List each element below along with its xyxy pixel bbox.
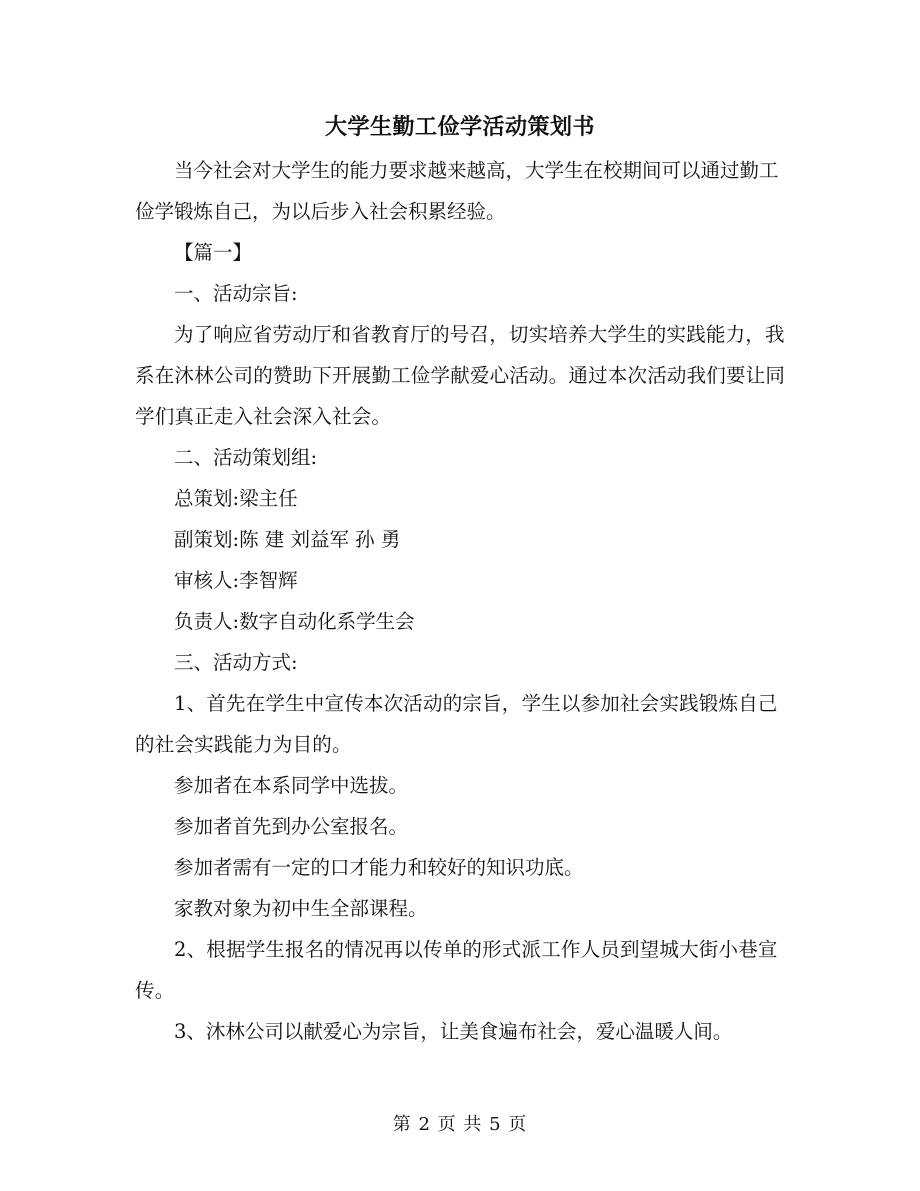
paragraph-method-2: 2、根据学生报名的情况再以传单的形式派工作人员到望城大街小巷宣传。 <box>135 938 778 1002</box>
document-title: 大学生勤工俭学活动策划书 <box>324 114 595 140</box>
heading-activity-method: 三、活动方式: <box>174 651 298 674</box>
section-label-pian-yi: 【篇一】 <box>174 241 253 264</box>
line-tutoring-target: 家教对象为初中生全部课程。 <box>174 897 428 920</box>
line-deputy-planners: 副策划:陈 建 刘益军 孙 勇 <box>174 528 401 551</box>
line-responsible-party: 负责人:数字自动化系学生会 <box>174 610 415 633</box>
line-chief-planner: 总策划:梁主任 <box>174 487 298 510</box>
heading-planning-group: 二、活动策划组: <box>174 446 318 469</box>
paragraph-method-1: 1、首先在学生中宣传本次活动的宗旨，学生以参加社会实践锻炼自己的社会实践能力为目的。 <box>135 692 778 756</box>
page-number-footer: 第 2 页 共 5 页 <box>392 1114 528 1135</box>
document-body <box>135 150 795 1052</box>
line-reviewer: 审核人:李智辉 <box>174 569 298 592</box>
line-participant-requirements: 参加者需有一定的口才能力和较好的知识功底。 <box>174 856 584 879</box>
heading-activity-purpose: 一、活动宗旨: <box>174 282 298 305</box>
line-participant-selection: 参加者在本系同学中选拔。 <box>174 774 409 797</box>
line-participant-registration: 参加者首先到办公室报名。 <box>174 815 409 838</box>
paragraph-intro: 当今社会对大学生的能力要求越来越高，大学生在校期间可以通过勤工俭学锻炼自己，为以后步入社会积累经验。 <box>135 159 779 223</box>
paragraph-purpose: 为了响应省劳动厅和省教育厅的号召，切实培养大学生的实践能力，我系在沐林公司的赞助下开展勤工俭学献爱心活动。通过本次活动我们要让同学们真正走入社会深入社会。 <box>135 323 786 428</box>
paragraph-method-3: 3、沐林公司以献爱心为宗旨，让美食遍布社会，爱心温暖人间。 <box>174 1020 733 1043</box>
